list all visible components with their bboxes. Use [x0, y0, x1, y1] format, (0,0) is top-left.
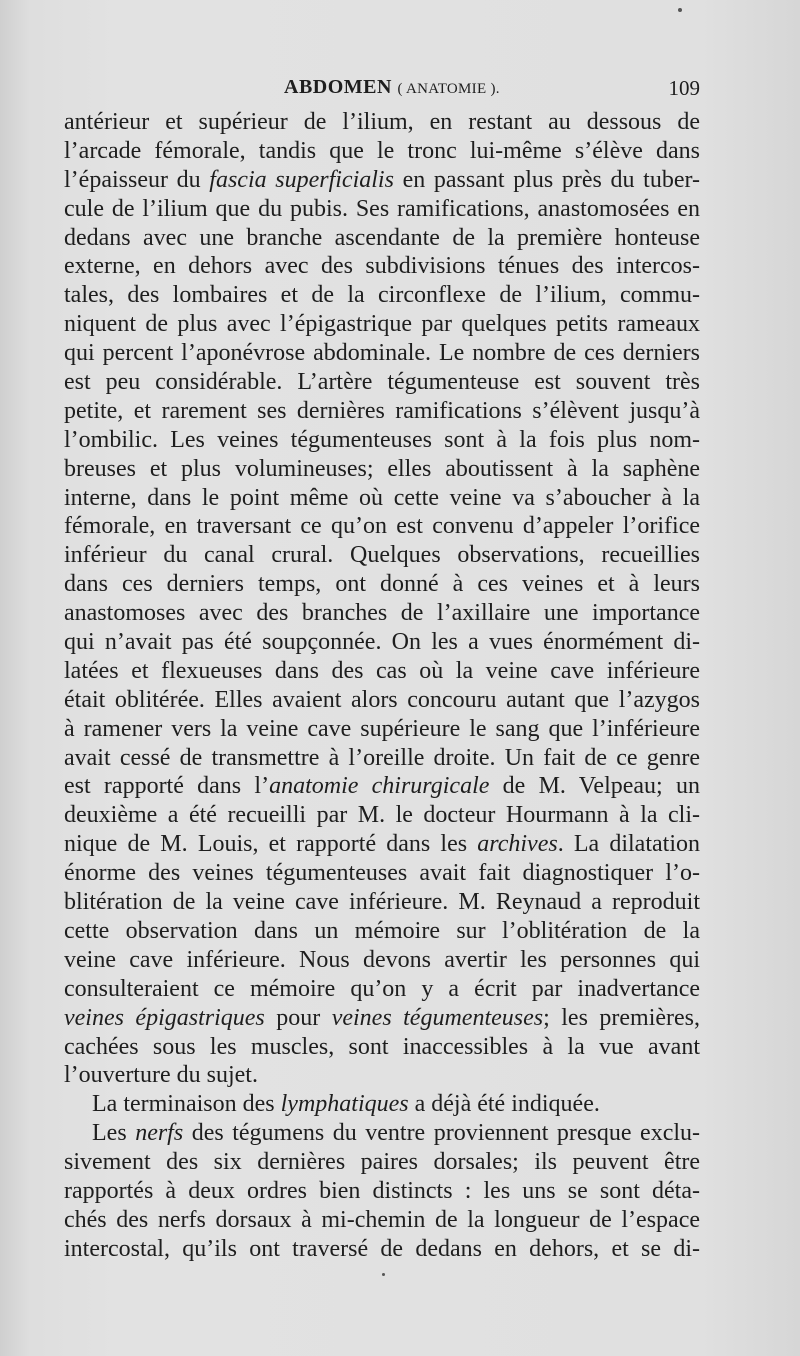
text-segment: des tégumens du ventre proviennent presque exclu-	[183, 1120, 700, 1147]
text-line	[64, 686, 700, 715]
italic-text: lymphatiques	[280, 1091, 409, 1118]
text-line	[64, 801, 700, 830]
text-segment: latées et flexueuses dans des cas où la veine cave inférieure	[64, 657, 700, 684]
text-segment: cule de l’ilium que du pubis. Ses ramifications, anastomosées en	[64, 195, 700, 222]
text-segment: avait cessé de transmettre à l’oreille droite. Un fait de ce genre	[64, 744, 700, 771]
text-segment: rapportés à deux ordres bien distincts : les uns se sont déta-	[64, 1177, 700, 1204]
running-head	[64, 76, 700, 106]
text-line	[64, 628, 700, 657]
body-text	[64, 108, 700, 1264]
text-line	[64, 570, 700, 599]
text-segment: de M. Velpeau; un	[489, 773, 700, 800]
text-segment: La terminaison des	[92, 1091, 281, 1118]
text-segment: anastomoses avec des branches de l’axillaire une importance	[64, 600, 700, 627]
text-segment: nique de M. Louis, et rapporté dans les	[64, 831, 478, 858]
running-title-main: ABDOMEN	[284, 76, 392, 98]
text-segment: pour	[264, 1004, 332, 1031]
text-line	[64, 888, 700, 917]
italic-text: fascia superficialis	[209, 166, 394, 193]
text-line	[64, 541, 700, 570]
text-line	[64, 1119, 700, 1148]
text-line	[64, 484, 700, 513]
text-segment: était oblitérée. Elles avaient alors concouru autant que l’azygos	[64, 686, 700, 713]
text-line	[64, 252, 700, 281]
text-segment: à ramener vers la veine cave supérieure le sang que l’inférieure	[64, 715, 700, 742]
text-line	[64, 426, 700, 455]
text-segment: chés des nerfs dorsaux à mi-chemin de la longueur de l’espace	[64, 1206, 700, 1233]
text-line	[64, 946, 700, 975]
text-segment: dedans avec une branche ascendante de la première honteuse	[64, 224, 700, 251]
text-segment: est peu considérable. L’artère tégumenteuse est souvent très	[64, 369, 700, 396]
text-segment: énorme des veines tégumenteuses avait fait diagnostiquer l’o-	[64, 860, 700, 887]
text-line	[64, 917, 700, 946]
text-segment: deuxième a été recueilli par M. le docteur Hourmann à la cli-	[64, 802, 700, 829]
text-line	[64, 975, 700, 1004]
text-line	[64, 1061, 700, 1090]
text-segment: inférieur du canal crural. Quelques observations, recueillies	[64, 542, 700, 569]
text-segment: Les	[92, 1120, 136, 1147]
text-line	[64, 1148, 700, 1177]
text-line	[64, 1033, 700, 1062]
text-segment: fémorale, en traversant ce qu’on est convenu d’appeler l’orifice	[64, 513, 700, 540]
text-segment: petite, et rarement ses dernières ramifications s’élèvent jusqu’à	[64, 397, 700, 424]
paper-speck	[382, 1273, 385, 1276]
text-line	[64, 455, 700, 484]
text-segment: cette observation dans un mémoire sur l’oblitération de la	[64, 917, 700, 944]
text-line	[64, 397, 700, 426]
italic-text: nerfs	[135, 1120, 184, 1147]
text-line	[64, 512, 700, 541]
text-segment: qui n’avait pas été soupçonnée. On les a vues énormément di-	[64, 629, 700, 656]
page-number: 109	[668, 76, 700, 100]
text-line	[64, 859, 700, 888]
text-segment: en passant plus près du tuber-	[393, 166, 700, 193]
text-line	[64, 715, 700, 744]
text-line	[64, 368, 700, 397]
text-line	[64, 599, 700, 628]
text-line	[64, 195, 700, 224]
running-title	[284, 76, 500, 99]
text-line	[64, 1206, 700, 1235]
text-segment: consulteraient ce mémoire qu’on y a écrit par inadvertance	[64, 975, 700, 1002]
text-segment: niquent de plus avec l’épigastrique par quelques petits rameaux	[64, 311, 700, 338]
text-line	[64, 339, 700, 368]
italic-text: veines tégumenteuses	[331, 1004, 544, 1031]
italic-text: archives	[477, 831, 558, 858]
text-segment: ; les premières,	[543, 1004, 700, 1031]
text-segment: dans ces derniers temps, ont donné à ces veines et à leurs	[64, 571, 700, 598]
running-title-section: ( ANATOMIE ).	[397, 81, 500, 97]
text-line	[64, 281, 700, 310]
italic-text: veines épigastriques	[64, 1004, 265, 1031]
text-segment: a déjà été indiquée.	[408, 1091, 600, 1118]
text-line	[64, 137, 700, 166]
text-line	[64, 657, 700, 686]
text-line	[64, 1090, 700, 1119]
text-segment: blitération de la veine cave inférieure. M. Reynaud a reproduit	[64, 889, 700, 916]
text-segment: antérieur et supérieur de l’ilium, en restant au dessous de	[64, 109, 700, 135]
text-line	[64, 224, 700, 253]
text-segment: cachées sous les muscles, sont inaccessibles à la vue avant	[64, 1033, 700, 1060]
text-segment: l’épaisseur du	[64, 166, 210, 193]
text-segment: l’ouverture du sujet.	[64, 1062, 258, 1089]
text-line	[64, 108, 700, 137]
text-segment: interne, dans le point même où cette veine va s’aboucher à la	[64, 484, 700, 511]
text-segment: tales, des lombaires et de la circonflexe de l’ilium, commu-	[64, 282, 700, 309]
text-line	[64, 1235, 700, 1264]
text-line	[64, 1004, 700, 1033]
italic-text: anatomie chirurgicale	[269, 773, 490, 800]
text-segment: breuses et plus volumineuses; elles aboutissent à la saphène	[64, 455, 700, 482]
text-line	[64, 166, 700, 195]
text-line	[64, 772, 700, 801]
paper-speck	[678, 8, 682, 12]
text-line	[64, 830, 700, 859]
text-segment: . La dilatation	[557, 831, 700, 858]
text-segment: veine cave inférieure. Nous devons avertir les personnes qui	[64, 946, 700, 973]
text-segment: qui percent l’aponévrose abdominale. Le nombre de ces derniers	[64, 340, 700, 367]
text-line	[64, 310, 700, 339]
text-segment: l’arcade fémorale, tandis que le tronc lui-même s’élève dans	[64, 137, 700, 164]
text-segment: sivement des six dernières paires dorsales; ils peuvent être	[64, 1149, 700, 1176]
text-line	[64, 744, 700, 773]
text-segment: externe, en dehors avec des subdivisions ténues des intercos-	[64, 253, 700, 280]
text-segment: est rapporté dans l’	[64, 773, 270, 800]
text-line	[64, 1177, 700, 1206]
text-segment: intercostal, qu’ils ont traversé de dedans en dehors, et se di-	[64, 1235, 700, 1262]
text-segment: l’ombilic. Les veines tégumenteuses sont à la fois plus nom-	[64, 426, 700, 453]
